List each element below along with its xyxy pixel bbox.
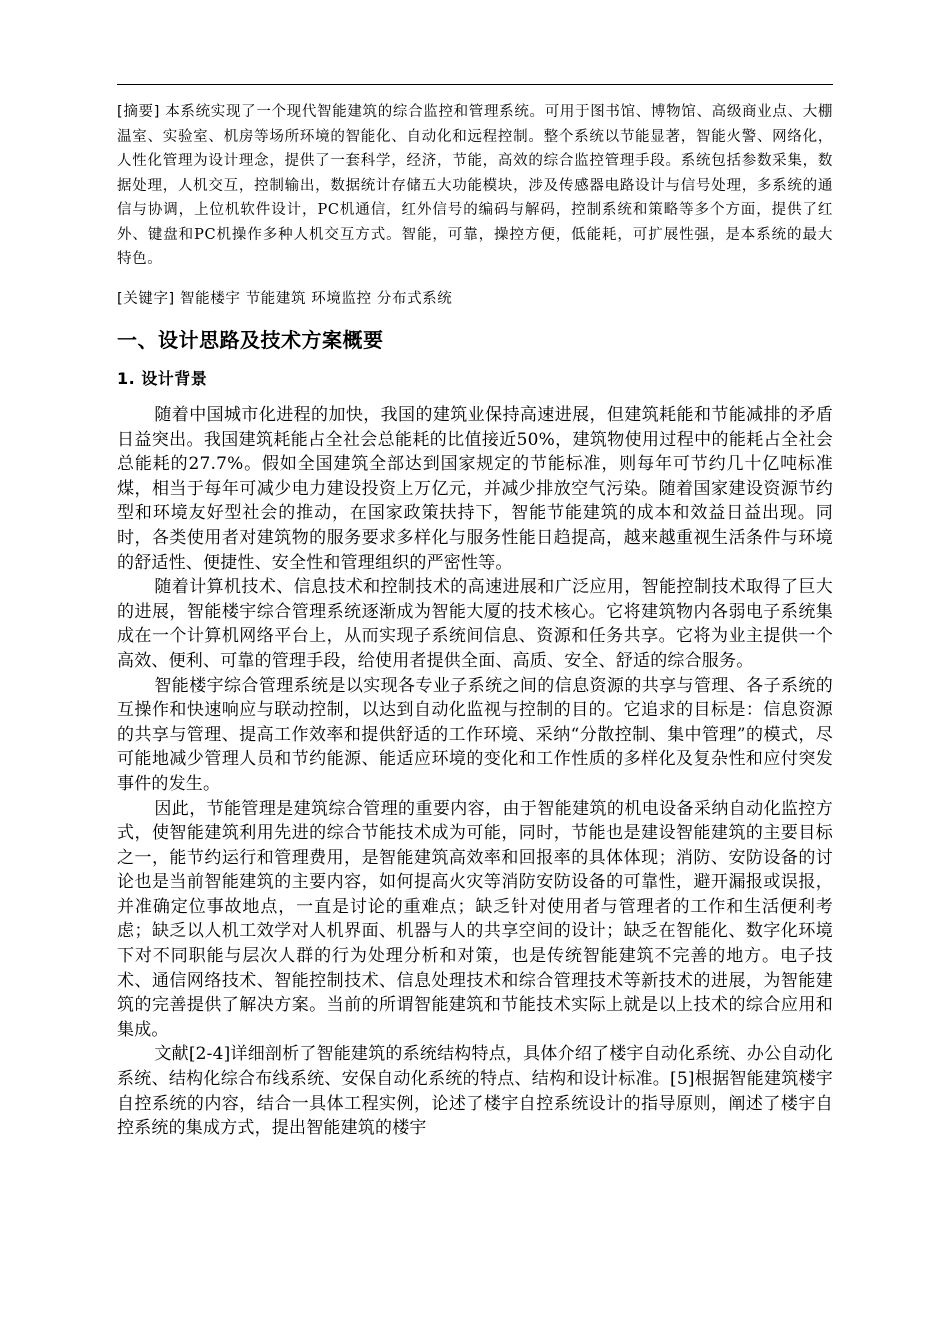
keywords-text: 智能楼宇 节能建筑 环境监控 分布式系统 [180, 291, 453, 307]
section-heading: 一、设计思路及技术方案概要 [117, 328, 384, 352]
paragraph: 随着计算机技术、信息技术和控制技术的高速进展和广泛应用，智能控制技术取得了巨大的进展，智能楼宇综合管理系统逐渐成为智能大厦的技术核心。它将建筑物内各弱电子系统集成在一个计算机网络平台上，从而实现子系统间信息、资源和任务共享。它将为业主提供一个高效、便利、可靠的管理手段，给使用者提供全面、高质、安全、舒适的综合服务。 [117, 577, 833, 671]
keywords-label: [关键字] [117, 291, 175, 307]
abstract-block [117, 100, 833, 272]
paragraph: 因此，节能管理是建筑综合管理的重要内容，由于智能建筑的机电设备采纳自动化监控方式，使智能建筑利用先进的综合节能技术成为可能，同时，节能也是建设智能建筑的主要目标之一，能节约运行和管理费用，是智能建筑高效率和回报率的具体体现；消防、安防设备的讨论也是当前智能建筑的主要内容，如何提高火灾等消防安防设备的可靠性，避开漏报或误报，并准确定位事故地点，一直是讨论的重难点；缺乏针对使用者与管理者的工作和生活便利考虑；缺乏以人机工效学对人机界面、机器与人的共享空间的设计；缺乏在智能化、数字化环境下对不同职能与层次人群的行为处理分析和对策，也是传统智能建筑不完善的地方。电子技术、通信网络技术、智能控制技术、信息处理技术和综合管理技术等新技术的进展，为智能建筑的完善提供了解决方案。当前的所谓智能建筑和节能技术实际上就是以上技术的综合应用和集成。 [117, 798, 833, 1040]
paragraph: 随着中国城市化进程的加快，我国的建筑业保持高速进展，但建筑耗能和节能减排的矛盾日益突出。我国建筑耗能占全社会总能耗的比值接近50%，建筑物使用过程中的能耗占全社会总能耗的27.7%。假如全国建筑全部达到国家规定的节能标准，则每年可节约几十亿吨标准煤，相当于每年可减少电力建设投资上万亿元，并减少排放空气污染。随着国家建设资源节约型和环境友好型社会的推动，在国家政策扶持下，智能节能建筑的成本和效益日益出现。同时，各类使用者对建筑物的服务要求多样化与服务性能日趋提高，越来越重视生活条件与环境的舒适性、便捷性、安全性和管理组织的严密性等。 [117, 405, 833, 573]
subsection-heading: 1. 设计背景 [117, 369, 208, 388]
header-rule [117, 84, 833, 85]
abstract-label: [摘要] [117, 104, 160, 120]
abstract-text: 本系统实现了一个现代智能建筑的综合监控和管理系统。可用于图书馆、博物馆、高级商业点、大棚温室、实验室、机房等场所环境的智能化、自动化和远程控制。整个系统以节能显著，智能火警、网络化，人性化管理为设计理念，提供了一套科学，经济，节能，高效的综合监控管理手段。系统包括参数采集，数据处理，人机交互，控制输出，数据统计存储五大功能模块，涉及传感器电路设计与信号处理，多系统的通信与协调，上位机软件设计，PC机通信，红外信号的编码与解码，控制系统和策略等多个方面，提供了红外、键盘和PC机操作多种人机交互方式。智能，可靠，操控方便，低能耗，可扩展性强，是本系统的最大特色。 [117, 104, 833, 267]
keywords-block [117, 287, 833, 311]
body-text [117, 403, 833, 1141]
paragraph: 智能楼宇综合管理系统是以实现各专业子系统之间的信息资源的共享与管理、各子系统的互操作和快速响应与联动控制，以达到自动化监视与控制的目的。它追求的目标是：信息资源的共享与管理、提高工作效率和提供舒适的工作环境、采纳“分散控制、集中管理”的模式，尽可能地减少管理人员和节约能源、能适应环境的变化和工作性质的多样化及复杂性和应付突发事件的发生。 [117, 675, 833, 794]
paragraph: 文献[2-4]详细剖析了智能建筑的系统结构特点，具体介绍了楼宇自动化系统、办公自动化系统、结构化综合布线系统、安保自动化系统的特点、结构和设计标准。[5]根据智能建筑楼宇自控系统的内容，结合一具体工程实例，论述了楼宇自控系统设计的指导原则，阐述了楼宇自控系统的集成方式，提出智能建筑的楼宇 [117, 1044, 833, 1139]
